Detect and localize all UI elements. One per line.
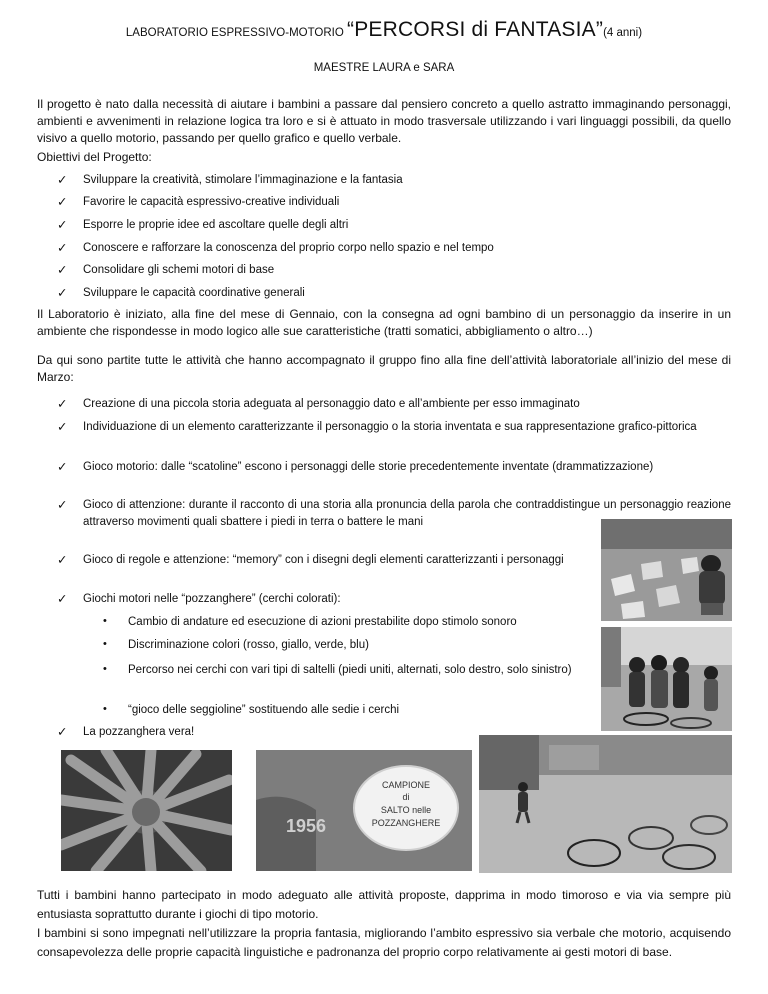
check-icon: ✓ xyxy=(57,241,68,255)
activity-item: Creazione di una piccola storia adeguata al personaggio dato e all’ambiente per esso immaginato xyxy=(83,398,580,410)
activity-item: Gioco di attenzione: durante il racconto di una storia alla pronuncia della parola che contraddistingue un personaggio reazione attraverso movimenti quali sbattere i piedi in terra o battere le mani xyxy=(83,499,731,528)
check-icon: ✓ xyxy=(57,553,68,567)
objective-item: Favorire le capacità espressivo-creative individuali xyxy=(83,196,340,208)
check-icon: ✓ xyxy=(57,397,68,411)
activity-item: Gioco di regole e attenzione: “memory” con i disegni degli elementi caratterizzanti i personaggi xyxy=(83,554,564,566)
activity-item: Giochi motori nelle “pozzanghere” (cerchi colorati): xyxy=(83,593,341,605)
title-main: “PERCORSI di FANTASIA” xyxy=(347,18,604,41)
badge-line: POZZANGHERE xyxy=(371,818,441,828)
check-icon: ✓ xyxy=(57,498,68,512)
activity-item: Gioco motorio: dalle “scatoline” escono i personaggi delle storie precedentemente inventate (drammatizzazione) xyxy=(83,461,654,473)
bullet-icon: • xyxy=(103,663,107,675)
check-icon: ✓ xyxy=(57,218,68,232)
check-icon: ✓ xyxy=(57,195,68,209)
title-prefix: LABORATORIO ESPRESSIVO-MOTORIO xyxy=(125,27,348,39)
check-icon: ✓ xyxy=(57,286,68,300)
teachers-line: MAESTRE LAURA e SARA xyxy=(313,62,455,74)
objective-item: Conoscere e rafforzare la conoscenza del proprio corpo nello spazio e nel tempo xyxy=(83,242,494,254)
check-icon: ✓ xyxy=(57,592,68,606)
badge-line: di xyxy=(402,792,410,802)
shirt-text: 1956 xyxy=(286,816,327,836)
conclusion-paragraph-2: I bambini si sono impegnati nell’utilizzare la propria fantasia, migliorando l’ambito espressivo sia verbale che motorio, acquisendo consapevolezza delle proprie capacità linguistiche e padronanza del proprio corpo relativamente ai gesti motori di base. xyxy=(37,926,731,959)
activity-item: Individuazione di un elemento caratterizzante il personaggio o la storia inventata e sua rappresentazione grafico-pittorica xyxy=(83,421,697,433)
objective-item: Esporre le proprie idee ed ascoltare quelle degli altri xyxy=(83,219,349,231)
check-icon: ✓ xyxy=(57,263,68,277)
objective-item: Sviluppare le capacità coordinative generali xyxy=(83,287,305,299)
hoops-group-photo xyxy=(601,627,732,731)
bullet-icon: • xyxy=(103,703,107,715)
sub-item: Discriminazione colori (rosso, giallo, verde, blu) xyxy=(128,639,369,651)
hoops-jump-photo xyxy=(479,735,732,873)
activity-item: La pozzanghera vera! xyxy=(83,726,195,738)
sub-item: Percorso nei cerchi con vari tipi di saltelli (piedi uniti, alternati, solo destro, solo sinistro) xyxy=(128,664,572,676)
hands-circle-photo xyxy=(61,750,232,871)
objective-item: Consolidare gli schemi motori di base xyxy=(83,264,275,276)
title-suffix: (4 anni) xyxy=(603,27,643,39)
check-icon: ✓ xyxy=(57,173,68,187)
activities-intro: Da qui sono partite tutte le attività che hanno accompagnato il gruppo fino alla fine dell’attività laboratoriale all’inizio del mese di Marzo: xyxy=(37,353,731,384)
objective-item: Sviluppare la creatività, stimolare l’immaginazione e la fantasia xyxy=(83,174,403,186)
badge-line: CAMPIONE xyxy=(381,780,431,790)
bullet-icon: • xyxy=(103,638,107,650)
intro-paragraph: Il progetto è nato dalla necessità di aiutare i bambini a passare dal pensiero concreto a quello astratto immaginando personaggi, ambienti e avvenimenti in relazione logica tra loro e si è attuato in modo trasversale utilizzando i vari linguaggi possibili, da quello visivo a quello motorio, passando per quello grafico e quello verbale. xyxy=(37,97,731,145)
check-icon: ✓ xyxy=(57,725,68,739)
conclusion-paragraph-1: Tutti i bambini hanno partecipato in modo adeguato alle attività proposte, dapprima in modo timoroso e via via sempre più entusiasta soprattutto durante i giochi di tipo motorio. xyxy=(37,888,731,921)
check-icon: ✓ xyxy=(57,460,68,474)
memory-game-photo xyxy=(601,519,732,621)
badge-line: SALTO nelle xyxy=(380,805,432,815)
sub-item: Cambio di andature ed esecuzione di azioni prestabilite dopo stimolo sonoro xyxy=(128,616,517,628)
check-icon: ✓ xyxy=(57,420,68,434)
objectives-heading: Obiettivi del Progetto: xyxy=(37,150,152,164)
sub-item: “gioco delle seggioline” sostituendo alle sedie i cerchi xyxy=(128,704,400,716)
page-title xyxy=(0,18,768,42)
bullet-icon: • xyxy=(103,615,107,627)
champion-badge-photo xyxy=(256,750,472,871)
lab-start-paragraph: Il Laboratorio è iniziato, alla fine del mese di Gennaio, con la consegna ad ogni bambino di un personaggio da inserire in un ambiente che rispondesse in modo logico alle sue caratteristiche (tratti somatici, abbigliamento o altro…) xyxy=(37,307,731,338)
